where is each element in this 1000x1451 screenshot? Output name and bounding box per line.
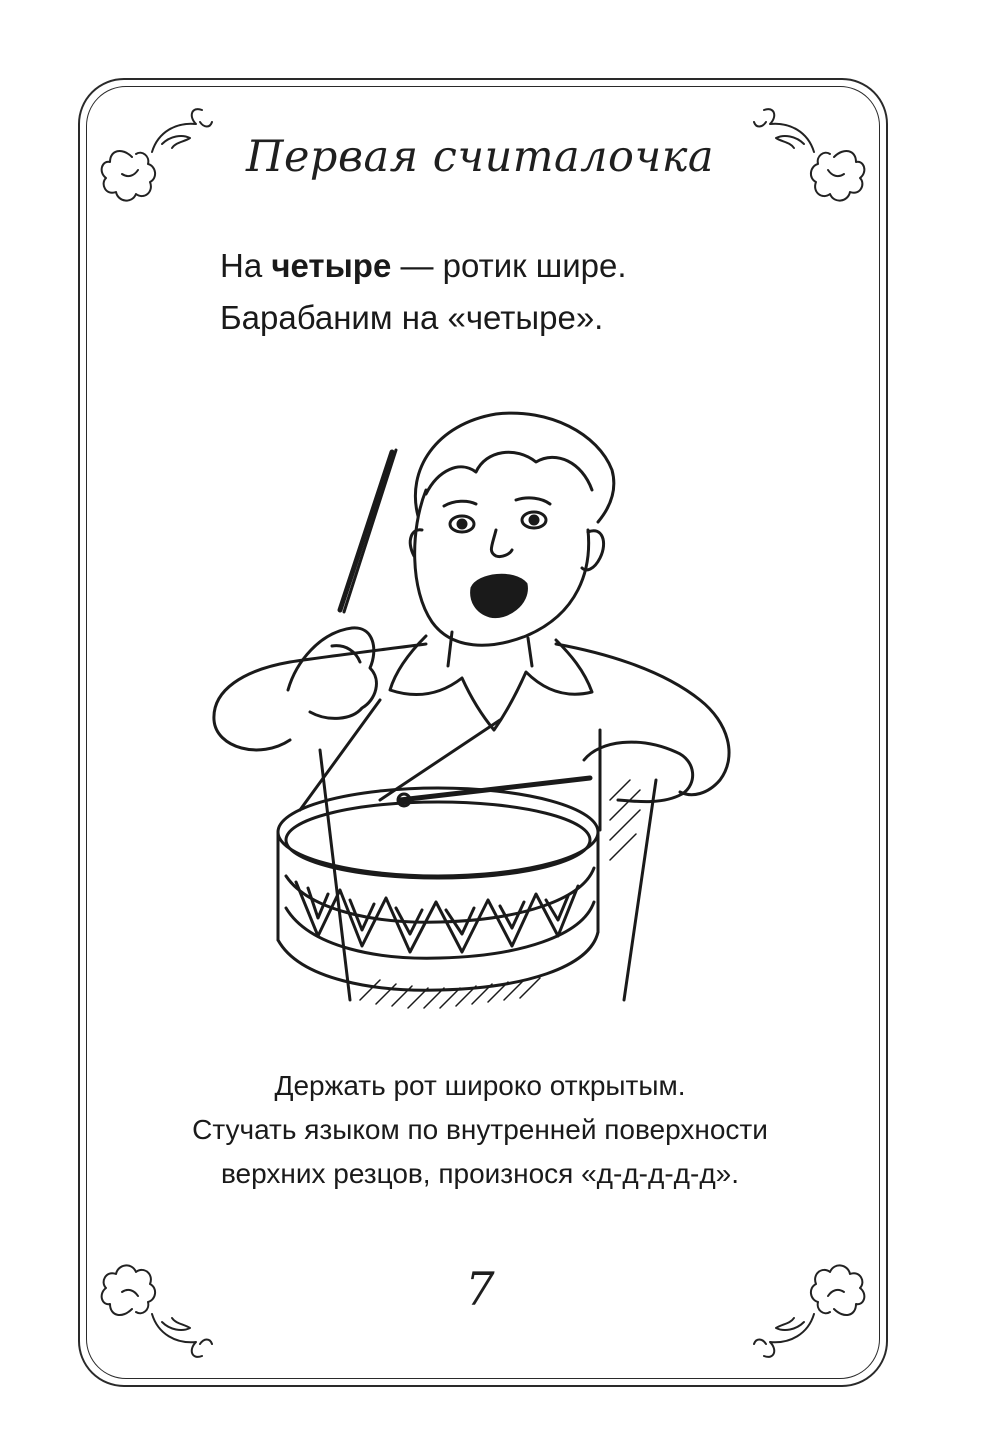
poem-line-1 <box>220 240 820 292</box>
leaf-ornament-icon <box>744 1254 874 1374</box>
poem-line-1-bold: четыре <box>271 247 392 284</box>
instruction-line: Держать рот широко открытым. <box>274 1070 686 1101</box>
instruction-line: Стучать языком по внутренней поверхности <box>192 1114 768 1145</box>
drummer-boy-illustration <box>200 400 760 1030</box>
poem-line-2: Барабаним на «четыре». <box>220 299 604 336</box>
poem-line-1-suffix: — ротик шире. <box>391 247 627 284</box>
exercise-instructions <box>120 1064 840 1196</box>
page-title: Первая считалочка <box>245 132 715 182</box>
poem <box>220 240 820 344</box>
poem-line-1-prefix: На <box>220 247 272 284</box>
page-number: 7 <box>465 1262 495 1316</box>
instruction-line: верхних резцов, произнося «д-д-д-д-д». <box>220 1158 740 1189</box>
leaf-ornament-icon <box>92 1254 222 1374</box>
